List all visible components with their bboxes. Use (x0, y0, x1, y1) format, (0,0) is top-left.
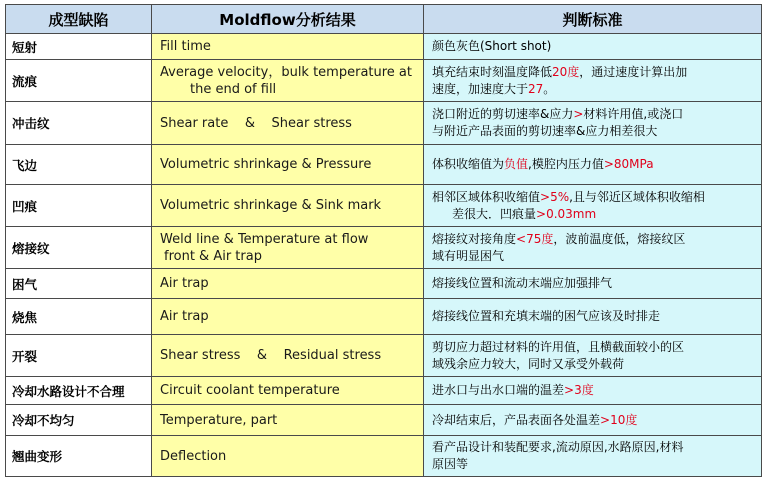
criteria-text: 浇口附近的剪切速率&应力 (432, 107, 574, 121)
criteria-cell (424, 377, 762, 405)
header-criteria: 判断标准 (424, 5, 762, 34)
table-row (6, 185, 762, 227)
result-cell: Air trap (152, 269, 424, 299)
defect-cell: 困气 (6, 269, 152, 299)
table-row (6, 377, 762, 405)
criteria-value: >80MPa (603, 157, 654, 171)
criteria-text: 域残余应力较大，同时又承受外载荷 (432, 356, 625, 371)
criteria-text: 域有明显困气 (432, 248, 505, 263)
result-cell (152, 227, 424, 269)
result-cell: Circuit coolant temperature (152, 377, 424, 405)
header-defect: 成型缺陷 (6, 5, 152, 34)
criteria-text: 剪切应力超过材料的许用值，且横截面较小的区 (432, 339, 685, 354)
defect-table (5, 4, 762, 477)
defect-cell: 烧焦 (6, 299, 152, 335)
criteria-text: 材料许用值,或浇口 (583, 107, 684, 121)
defect-cell: 流痕 (6, 60, 152, 102)
table-row (6, 227, 762, 269)
criteria-cell (424, 60, 762, 102)
criteria-cell: 颜色灰色(Short shot) (424, 34, 762, 60)
result-cell: Shear rate & Shear stress (152, 102, 424, 145)
criteria-cell (424, 185, 762, 227)
defect-cell: 熔接纹 (6, 227, 152, 269)
table-row (6, 299, 762, 335)
table-row (6, 34, 762, 60)
table-row (6, 335, 762, 377)
criteria-value: 27 (528, 81, 544, 96)
table-row (6, 269, 762, 299)
criteria-text: 原因等 (432, 457, 469, 471)
result-cell: Volumetric shrinkage & Pressure (152, 145, 424, 185)
result-cell: Air trap (152, 299, 424, 335)
defect-cell: 冲击纹 (6, 102, 152, 145)
criteria-value: 20度 (552, 64, 580, 79)
criteria-cell (424, 335, 762, 377)
result-line-2: the end of fill (190, 81, 277, 97)
criteria-value: > (573, 107, 584, 121)
criteria-value: 负值 (504, 157, 529, 171)
result-line-1: Average velocity，bulk temperature at (160, 64, 412, 80)
criteria-text: ，通过速度计算出加 (579, 64, 688, 79)
defect-cell: 冷却不均匀 (6, 405, 152, 436)
criteria-text: ,模腔内压力值 (528, 157, 604, 171)
result-cell: Volumetric shrinkage & Sink mark (152, 185, 424, 227)
result-cell: Fill time (152, 34, 424, 60)
defect-cell: 飞边 (6, 145, 152, 185)
criteria-cell: 熔接线位置和流动末端应加强排气 (424, 269, 762, 299)
criteria-cell (424, 436, 762, 477)
criteria-value: >0.03mm (536, 206, 597, 221)
result-cell: Shear stress & Residual stress (152, 335, 424, 377)
header-row (6, 5, 762, 34)
result-cell: Deflection (152, 436, 424, 477)
table-row (6, 102, 762, 145)
criteria-text: 体积收缩值为 (432, 157, 505, 171)
table-row (6, 60, 762, 102)
result-cell: Temperature, part (152, 405, 424, 436)
criteria-cell (424, 227, 762, 269)
criteria-text: 填充结束时刻温度降低 (432, 64, 553, 79)
criteria-text: ，波前温度低，熔接纹区 (553, 231, 686, 246)
criteria-value: >3度 (564, 383, 594, 397)
criteria-cell (424, 102, 762, 145)
criteria-text: 速度，加速度大于 (432, 81, 529, 96)
criteria-cell: 熔接线位置和充填末端的困气应该及时排走 (424, 299, 762, 335)
criteria-text: 相邻区域体积收缩值 (432, 189, 541, 204)
criteria-text: 熔接纹对接角度 (432, 231, 517, 246)
table-row (6, 145, 762, 185)
defect-cell: 凹痕 (6, 185, 152, 227)
criteria-text: ,且与邻近区域体积收缩相 (569, 189, 705, 204)
result-cell (152, 60, 424, 102)
result-line-1: Weld line & Temperature at flow (160, 231, 369, 247)
defect-cell: 翘曲变形 (6, 436, 152, 477)
table-row (6, 405, 762, 436)
result-line-2: front & Air trap (164, 248, 262, 264)
header-moldflow-result: Moldflow分析结果 (152, 5, 424, 34)
defect-cell: 冷却水路设计不合理 (6, 377, 152, 405)
criteria-value: >5% (540, 189, 570, 204)
criteria-value: >10度 (600, 412, 638, 427)
criteria-text: 进水口与出水口端的温差 (432, 383, 565, 397)
table-row (6, 436, 762, 477)
criteria-text: 差很大．凹痕量 (452, 206, 537, 221)
criteria-text: 与附近产品表面的剪切速率&应力相差很大 (432, 124, 658, 138)
criteria-cell (424, 405, 762, 436)
criteria-text: 看产品设计和装配要求,流动原因,水路原因,材料 (432, 440, 684, 454)
defect-cell: 开裂 (6, 335, 152, 377)
criteria-value: <75度 (516, 231, 554, 246)
criteria-cell (424, 145, 762, 185)
criteria-text: 冷却结束后，产品表面各处温差 (432, 412, 601, 427)
criteria-text: 。 (543, 81, 556, 96)
defect-cell: 短射 (6, 34, 152, 60)
